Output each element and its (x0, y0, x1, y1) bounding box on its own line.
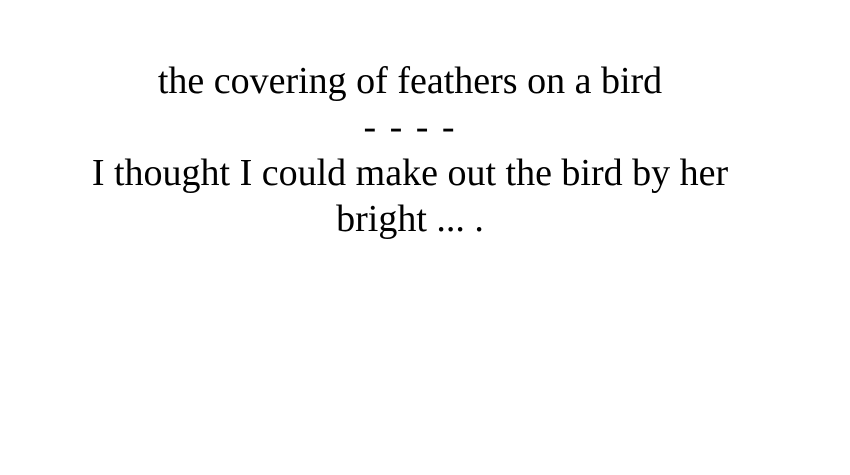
separator: - - - - (363, 106, 457, 148)
definition-text: the covering of feathers on a bird (157, 60, 663, 102)
flashcard-text (70, 58, 750, 242)
example-sentence: I thought I could make out the bird by her bright ... . (91, 152, 729, 240)
